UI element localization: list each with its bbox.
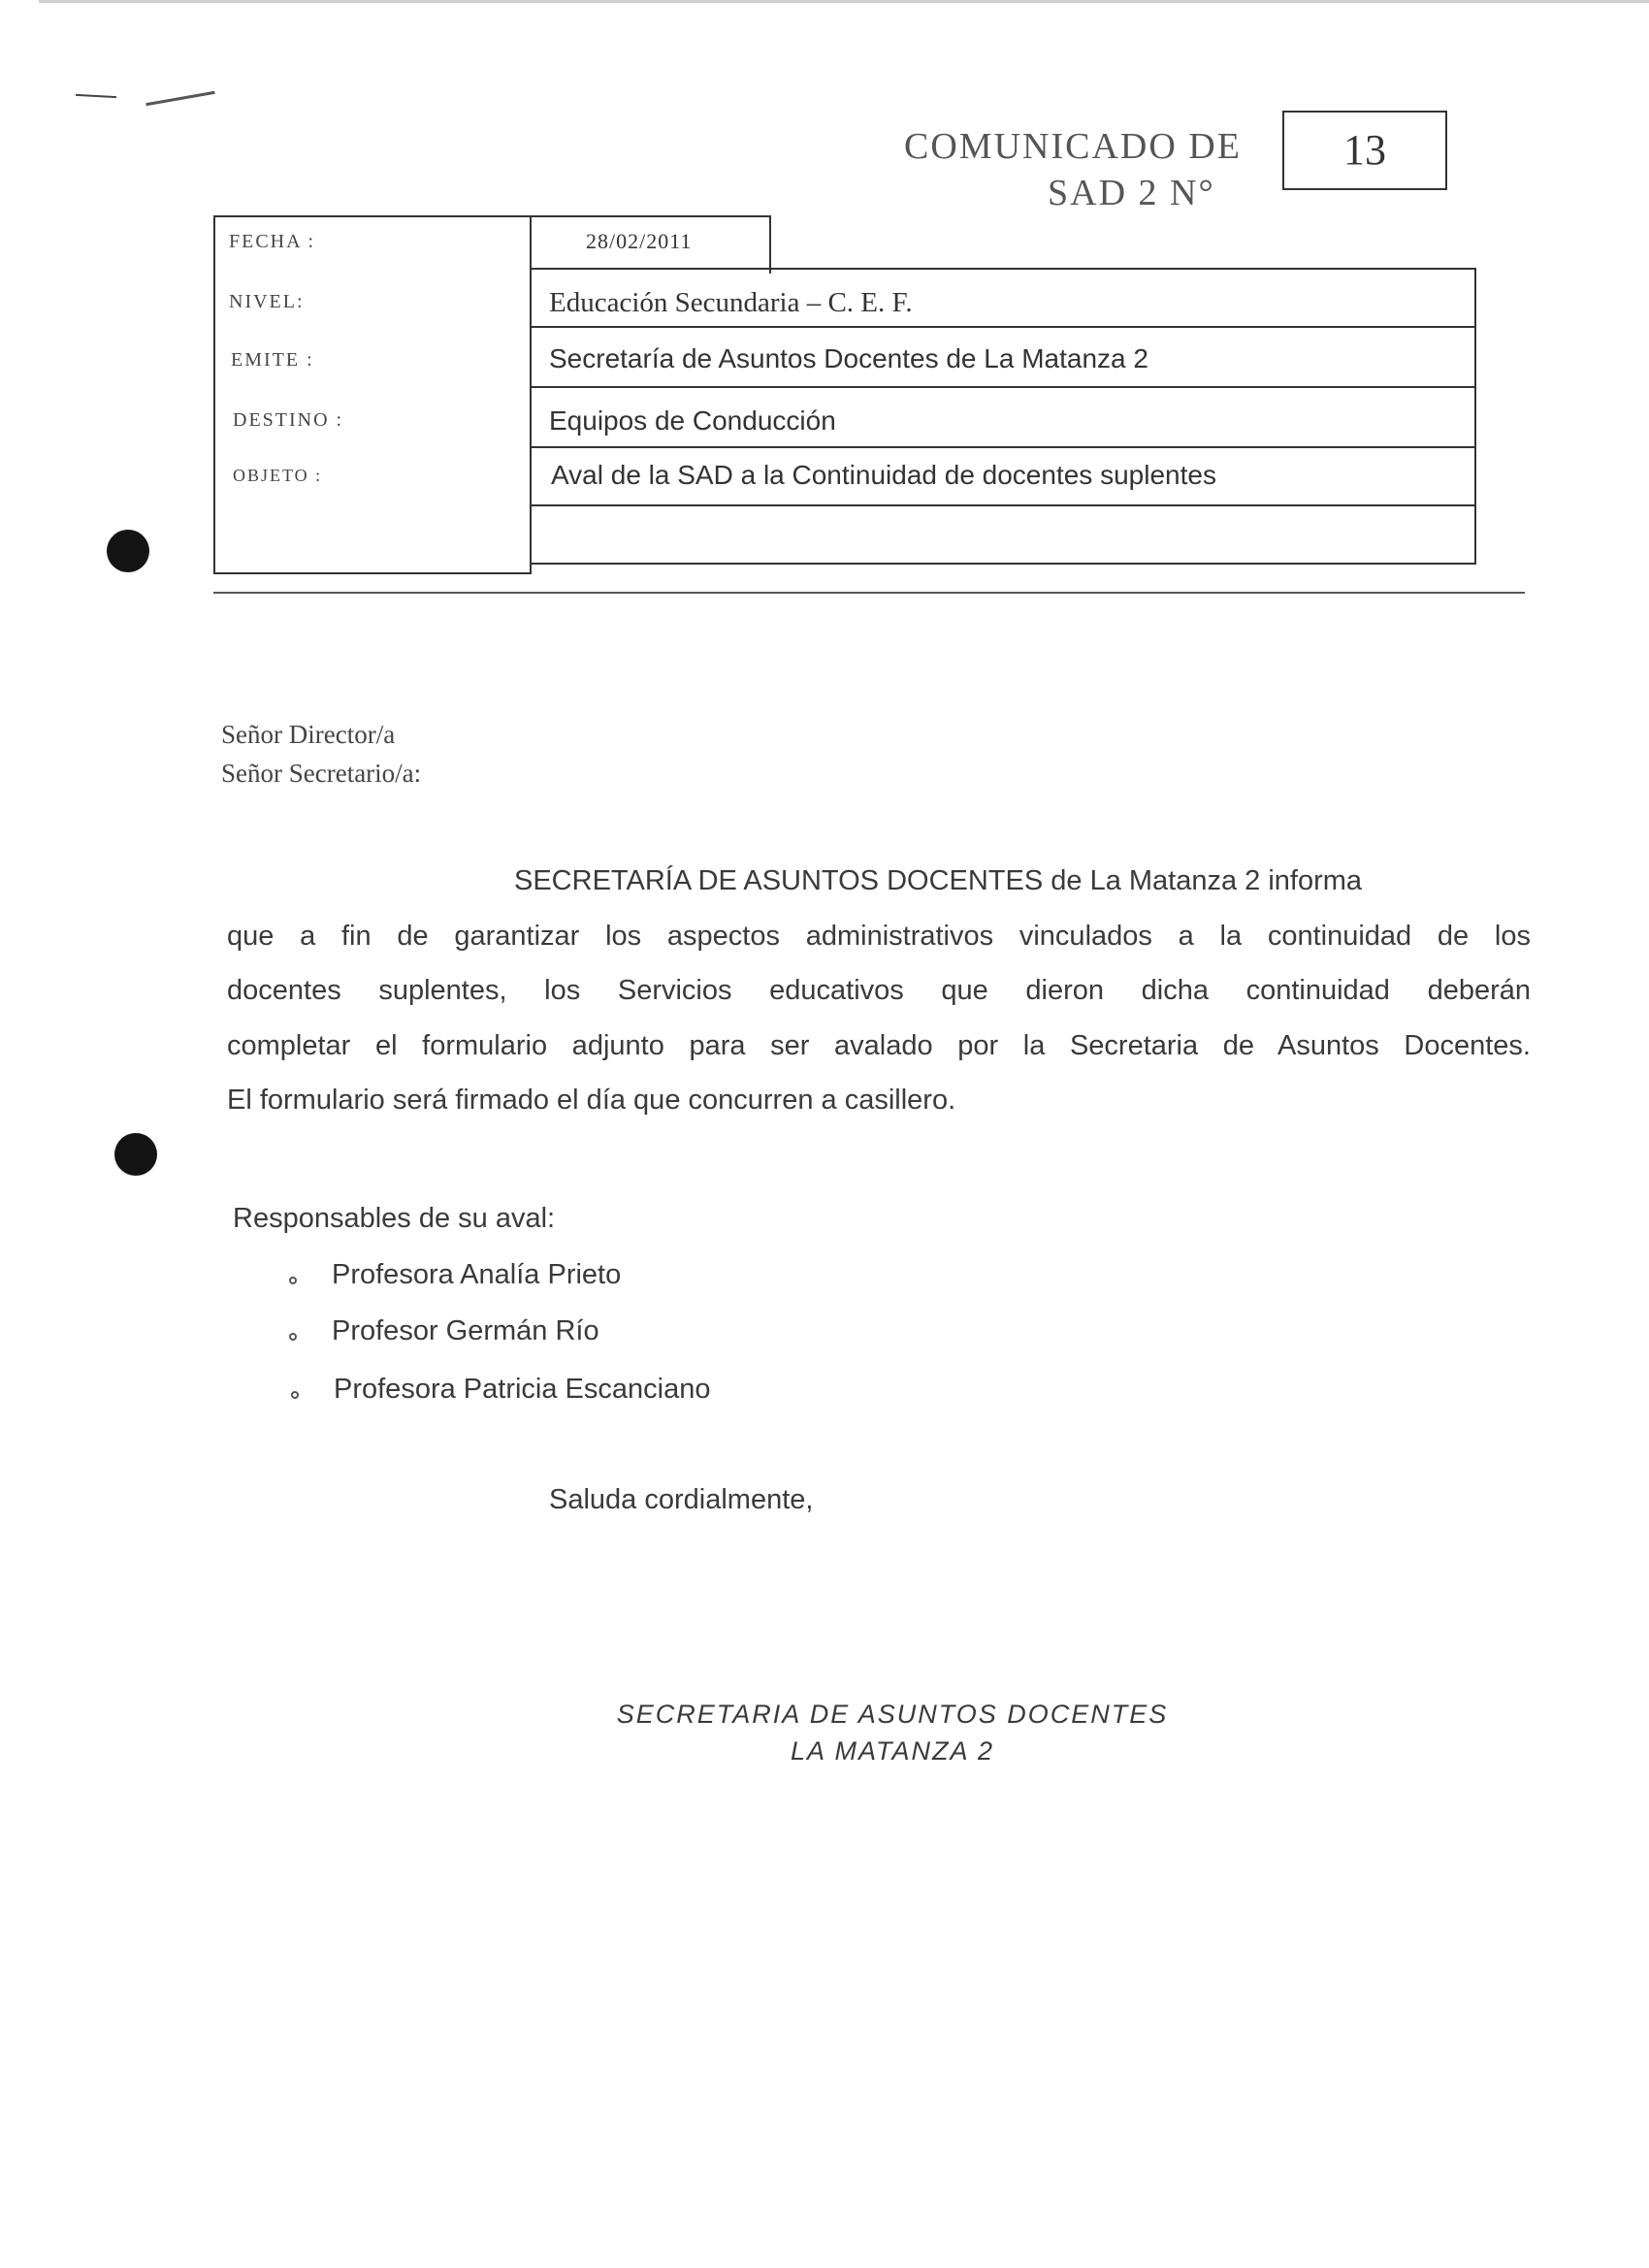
scan-mark bbox=[146, 91, 214, 106]
row-line bbox=[530, 504, 1476, 506]
body-line: completar el formulario adjunto para ser avalado por la Secretaria de Asuntos Docentes. bbox=[227, 1029, 1531, 1061]
form-border-top bbox=[213, 215, 771, 217]
closing-greeting: Saluda cordialmente, bbox=[549, 1484, 814, 1515]
responsable-item: Profesora Analía Prieto bbox=[332, 1259, 622, 1290]
communique-number-box bbox=[1282, 111, 1447, 190]
objeto-value: Aval de la SAD a la Continuidad de docentes suplentes bbox=[551, 460, 1216, 490]
row-line bbox=[530, 563, 1476, 565]
bullet-icon bbox=[289, 1333, 297, 1341]
signature-line1: SECRETARIA DE ASUNTOS DOCENTES bbox=[616, 1700, 1169, 1729]
header-title-line2: SAD 2 N° bbox=[1048, 173, 1215, 213]
body-line: SECRETARÍA DE ASUNTOS DOCENTES de La Matanza 2 informa bbox=[514, 865, 1363, 896]
nivel-value: Educación Secundaria – C. E. F. bbox=[549, 287, 913, 318]
responsable-item: Profesor Germán Río bbox=[332, 1315, 599, 1346]
destino-value: Equipos de Conducción bbox=[549, 405, 836, 436]
punch-hole bbox=[107, 530, 149, 572]
scan-mark bbox=[76, 94, 116, 98]
body-line: docentes suplentes, los Servicios educativos que dieron dicha continuidad deberán bbox=[227, 975, 1531, 1006]
header-title-line1: COMUNICADO DE bbox=[904, 126, 1242, 167]
responsable-item: Profesora Patricia Escanciano bbox=[334, 1374, 711, 1405]
bullet-icon bbox=[289, 1277, 297, 1284]
body-paragraph bbox=[227, 854, 1531, 1128]
form-border-left bbox=[213, 215, 215, 574]
row-line bbox=[530, 326, 1476, 328]
objeto-label: OBJETO : bbox=[233, 466, 323, 485]
row-line bbox=[530, 268, 1476, 270]
row-line bbox=[530, 386, 1476, 388]
form-border-right bbox=[1474, 268, 1476, 565]
row-line bbox=[530, 446, 1476, 448]
fecha-label: FECHA : bbox=[229, 231, 316, 252]
body-line: El formulario será firmado el día que concurren a casillero. bbox=[227, 1085, 956, 1116]
emite-value: Secretaría de Asuntos Docentes de La Matanza 2 bbox=[549, 343, 1148, 373]
bullet-icon bbox=[291, 1391, 299, 1399]
destino-label: DESTINO : bbox=[233, 409, 344, 431]
nivel-label: NIVEL: bbox=[229, 291, 305, 312]
page-top-edge bbox=[39, 0, 1649, 3]
separator-rule bbox=[213, 592, 1525, 594]
signature-line2: LA MATANZA 2 bbox=[790, 1736, 995, 1766]
emite-label: EMITE : bbox=[231, 349, 314, 371]
responsables-heading: Responsables de su aval: bbox=[233, 1203, 556, 1234]
fecha-value: 28/02/2011 bbox=[586, 229, 693, 253]
form-border-bottom bbox=[213, 572, 532, 574]
body-line: que a fin de garantizar los aspectos administrativos vinculados a la continuidad de los bbox=[227, 920, 1531, 952]
communique-number: 13 bbox=[1343, 126, 1386, 174]
date-cell-border bbox=[769, 215, 771, 274]
punch-hole bbox=[114, 1133, 157, 1176]
salutation-director: Señor Director/a bbox=[221, 720, 396, 749]
salutation-secretary: Señor Secretario/a: bbox=[221, 759, 422, 788]
